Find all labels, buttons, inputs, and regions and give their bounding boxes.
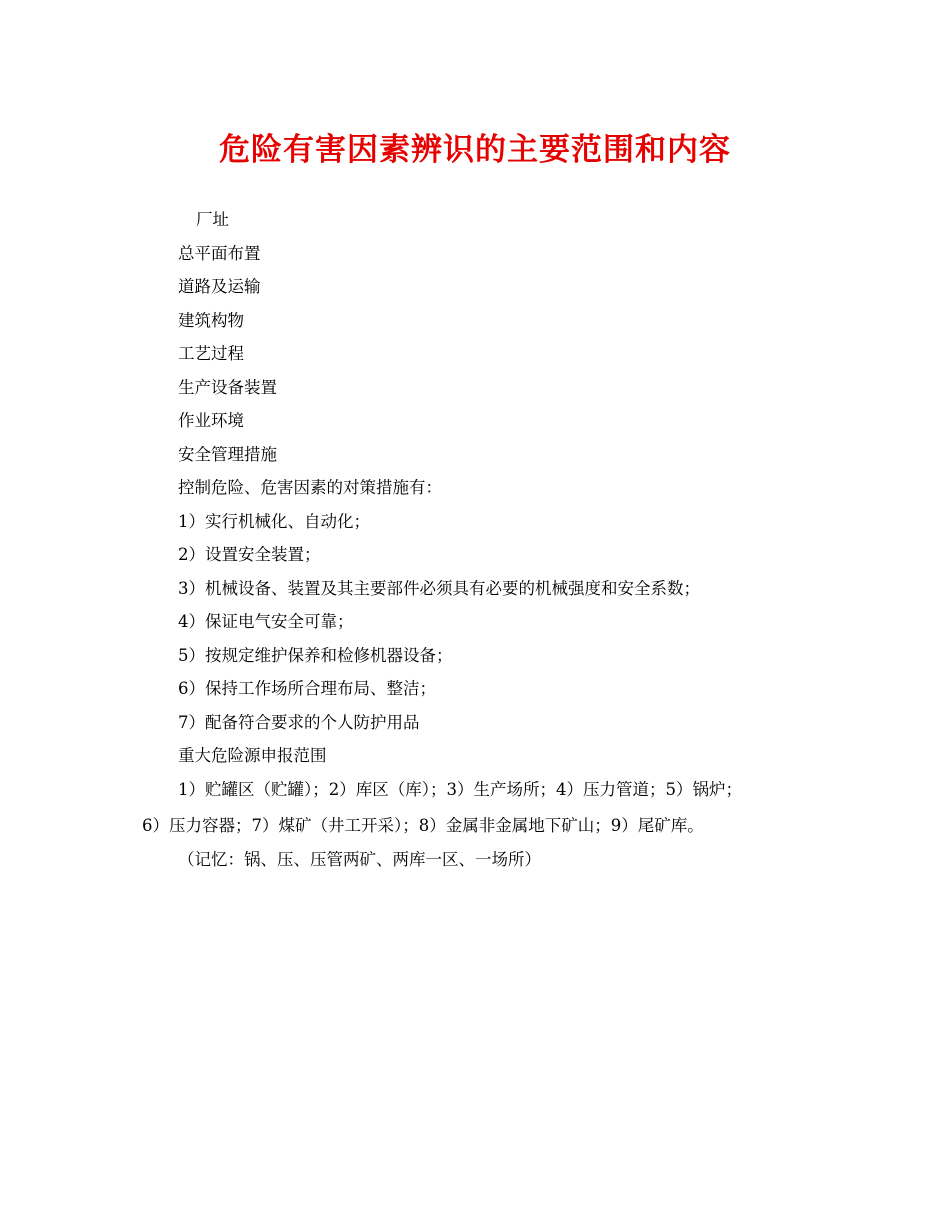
page-title: 危险有害因素辨识的主要范围和内容 [219,132,731,168]
list-item: 建筑构物 [178,311,244,330]
section-heading: 重大危险源申报范围 [178,746,327,765]
list-item: 6）保持工作场所合理布局、整洁； [178,679,436,698]
list-item: 3）机械设备、装置及其主要部件必须具有必要的机械强度和安全系数； [178,579,700,598]
list-item: 作业环境 [178,411,244,430]
memo-note: （记忆：锅、压、压管两矿、两库一区、一场所） [178,850,541,869]
list-item: 工艺过程 [178,344,244,363]
list-item: 1）实行机械化、自动化； [178,512,370,531]
range-paragraph-line-1: 1）贮罐区（贮罐）；2）库区（库）；3）生产场所；4）压力管道；5）锅炉； [178,780,742,799]
list-item: 2）设置安全装置； [178,545,321,564]
range-paragraph-line-2: 6）压力容器；7）煤矿（井工开采）；8）金属非金属地下矿山；9）尾矿库。 [142,816,704,835]
list-item: 安全管理措施 [178,445,277,464]
list-item: 7）配备符合要求的个人防护用品 [178,713,420,732]
list-item: 5）按规定维护保养和检修机器设备； [178,646,453,665]
list-item: 道路及运输 [178,277,261,296]
list-item: 生产设备装置 [178,378,277,397]
list-item: 厂址 [196,210,229,229]
list-item: 4）保证电气安全可靠； [178,612,354,631]
list-item: 总平面布置 [178,244,261,263]
section-heading: 控制危险、危害因素的对策措施有： [178,478,442,497]
